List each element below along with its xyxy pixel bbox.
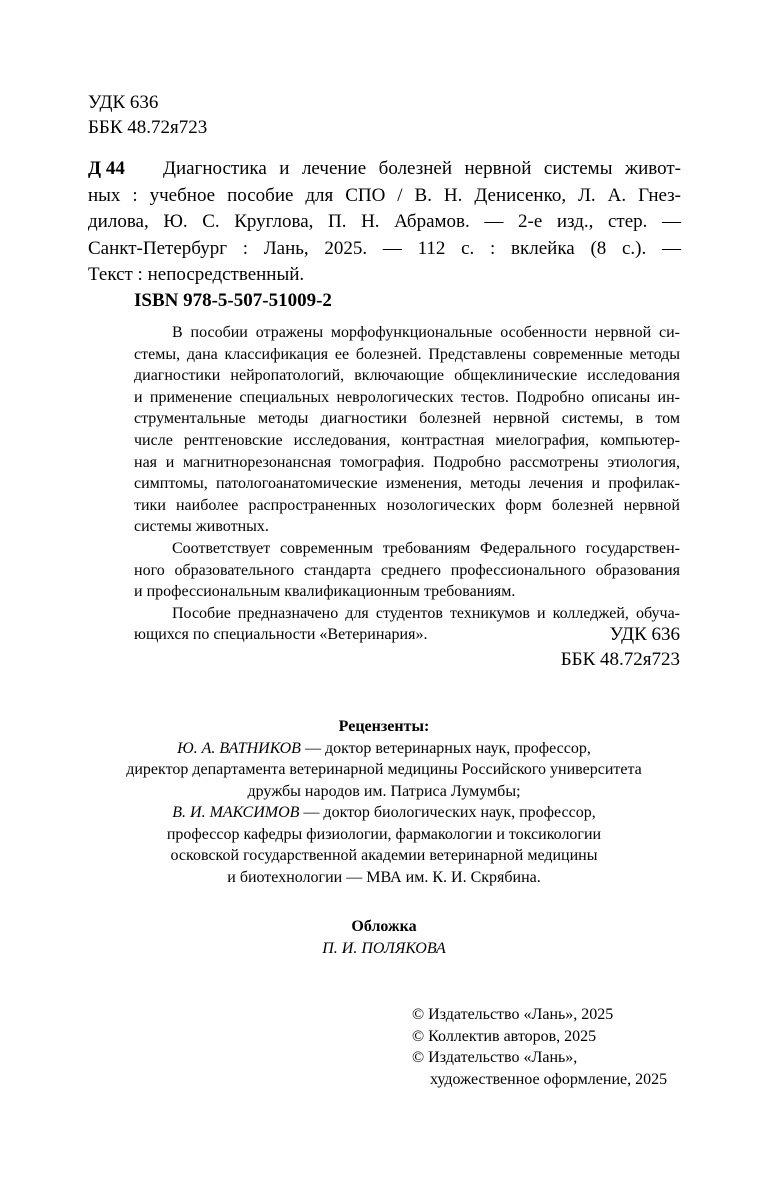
abstract-line: В пособии отражены морфофункциональные особенности нервной си- — [172, 324, 680, 341]
abstract-line: ющихся по специальности «Ветеринария». — [134, 626, 428, 644]
bbk-code: ББК 48.72я723 — [560, 649, 680, 670]
udk-code: УДК 636 — [609, 624, 680, 645]
abstract-line: струментальные методы диагностики болезней нервной системы, в том — [134, 410, 680, 428]
reviewer-2-name: В. И. МАКСИМОВ — [172, 804, 300, 821]
reviewer-1-affiliation: дружбы народов им. Патриса Лумумбы; — [247, 782, 521, 800]
abstract-line: симптомы, патологоанатомические изменения, методы лечения и профилак- — [134, 475, 680, 493]
abstract-line: ного образовательного стандарта среднего профессионального образования — [134, 561, 680, 579]
cover-credit — [84, 916, 684, 959]
bibliographic-record — [88, 156, 681, 289]
reviewer-1-affiliation: директор департамента ветеринарной медицины Российского университета — [126, 761, 642, 778]
abstract-line: числе рентгеновские исследования, контрастная миелография, компьютер- — [134, 431, 680, 449]
reviewer-1-line — [84, 738, 684, 760]
reviewers-heading: Рецензенты: — [338, 718, 430, 735]
cover-heading: Обложка — [351, 918, 417, 935]
abstract-line: системы животных. — [134, 518, 269, 536]
abstract-line: и применение специальных неврологических тестов. Подробно описаны ин- — [134, 388, 680, 406]
abstract-line: тики наиболее распространенных нозологических форм болезней нервной — [134, 496, 680, 514]
classification-codes-bottom — [561, 622, 680, 672]
copyright-line: художественное оформление, 2025 — [430, 1070, 668, 1088]
author-mark: Д 44 — [88, 158, 125, 179]
reviewer-2-affiliation: профессор кафедры физиологии, фармакологии и токсикологии — [166, 825, 602, 843]
isbn: ISBN 978-5-507-51009-2 — [134, 290, 332, 311]
abstract-line: Соответствует современным требованиям Федерального государствен- — [172, 539, 680, 557]
copyright-line: © Издательство «Лань», 2025 — [412, 1006, 614, 1023]
bbk-code: ББК 48.72я723 — [88, 117, 208, 138]
reviewer-2-line — [84, 802, 684, 824]
biblio-line: Санкт-Петербург : Лань, 2025. — 112 с. : вклейка (8 с.). — — [88, 237, 681, 259]
cover-designer: П. И. ПОЛЯКОВА — [322, 939, 446, 957]
copyright-line: © Издательство «Лань», — [412, 1049, 578, 1066]
udk-code: УДК 636 — [88, 92, 159, 113]
classification-codes-top — [88, 90, 207, 140]
copyright-line: © Коллектив авторов, 2025 — [412, 1027, 597, 1045]
copyright-block — [412, 1004, 667, 1090]
biblio-line: ных : учебное пособие для СПО / В. Н. Денисенко, Л. А. Гнез- — [88, 184, 681, 206]
abstract-line: диагностики нейропатологий, включающие общеклинические исследования — [134, 367, 680, 385]
reviewer-2-affiliation: и биотехнологии — МВА им. К. И. Скрябина. — [227, 868, 541, 886]
abstract — [134, 322, 680, 646]
reviewers-block — [84, 716, 684, 888]
abstract-line: и профессиональным квалификационным требованиям. — [134, 583, 516, 601]
abstract-line: Пособие предназначено для студентов техникумов и колледжей, обуча- — [172, 604, 680, 622]
biblio-line: дилова, Ю. С. Круглова, П. Н. Абрамов. — 2-е изд., стер. — — [88, 211, 681, 232]
biblio-line: Диагностика и лечение болезней нервной системы живот- — [163, 158, 681, 179]
reviewer-1-title: — доктор ветеринарных наук, профессор, — [300, 739, 591, 757]
reviewer-1-name: Ю. А. ВАТНИКОВ — [177, 739, 301, 757]
reviewer-2-title: — доктор биологических наук, профессор, — [299, 804, 596, 821]
abstract-line: ная и магнитнорезонансная томография. Подробно рассмотрены этиология, — [134, 453, 680, 471]
biblio-line: Текст : непосредственный. — [88, 264, 305, 285]
abstract-line: стемы, дана классификация ее болезней. Представлены современные методы — [134, 345, 680, 363]
reviewer-2-affiliation: осковской государственной академии ветеринарной медицины — [170, 847, 598, 864]
